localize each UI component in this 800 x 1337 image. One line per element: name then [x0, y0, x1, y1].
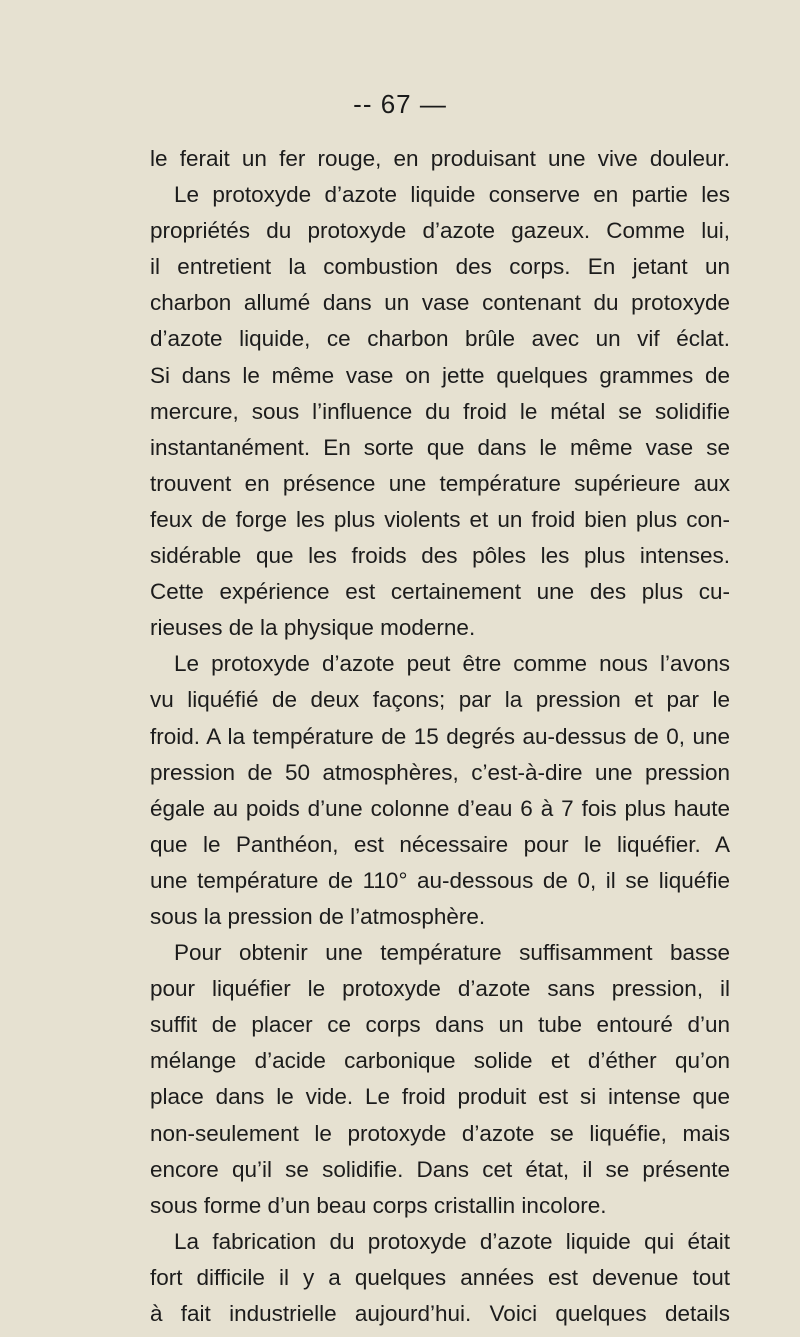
text-line: non-seulement le protoxyde d’azote se liquéfie, mais [150, 1120, 730, 1146]
text-line: sous forme d’un beau corps cristallin incolore. [150, 1192, 607, 1218]
text-line: encore qu’il se solidifie. Dans cet état, il se présente [150, 1156, 730, 1182]
text-line: Le protoxyde d’azote peut être comme nous l’avons [174, 651, 730, 677]
text-line: Cette expérience est certainement une des plus cu- [150, 579, 730, 605]
text-line: d’azote liquide, ce charbon brûle avec un vif éclat. [150, 326, 730, 352]
text-line: feux de forge les plus violents et un froid bien plus con- [150, 506, 730, 532]
text-line: pour liquéfier le protoxyde d’azote sans pression, il [150, 976, 730, 1002]
text-line: La fabrication du protoxyde d’azote liquide qui était [174, 1228, 730, 1254]
text-line: mélange d’acide carbonique solide et d’éther qu’on [150, 1048, 730, 1074]
text-line: à fait industrielle aujourd’hui. Voici quelques details [150, 1301, 730, 1326]
text-line: suffit de placer ce corps dans un tube entouré d’un [150, 1012, 730, 1038]
text-line: fort difficile il y a quelques années est devenue tout [150, 1264, 730, 1290]
text-line: propriétés du protoxyde d’azote gazeux. Comme lui, [150, 218, 730, 244]
text-line: Pour obtenir une température suffisamment basse [174, 940, 730, 966]
text-line: pression de 50 atmosphères, c’est-à-dire une pression [150, 759, 730, 785]
page-body-text [150, 141, 730, 1332]
text-line: une température de 110° au-dessous de 0, il se liquéfie [150, 867, 730, 893]
page-number: -- 67 — [353, 89, 447, 119]
text-line: rieuses de la physique moderne. [150, 615, 476, 641]
text-line: le ferait un fer rouge, en produisant une vive douleur. [150, 146, 730, 171]
text-line: sous la pression de l’atmosphère. [150, 903, 486, 929]
text-line: il entretient la combustion des corps. En jetant un [150, 254, 730, 280]
text-line: trouvent en présence une température supérieure aux [150, 470, 730, 496]
text-line: instantanément. En sorte que dans le même vase se [150, 434, 730, 460]
text-line: froid. A la température de 15 degrés au-dessus de 0, une [150, 723, 730, 749]
text-line: vu liquéfié de deux façons; par la pression et par le [150, 687, 730, 713]
text-line: égale au poids d’une colonne d’eau 6 à 7 fois plus haute [150, 795, 730, 821]
text-line: charbon allumé dans un vase contenant du protoxyde [150, 290, 730, 316]
text-line: Si dans le même vase on jette quelques grammes de [150, 362, 730, 388]
text-line: place dans le vide. Le froid produit est si intense que [150, 1084, 730, 1110]
text-line: que le Panthéon, est nécessaire pour le liquéfier. A [150, 831, 730, 857]
text-line: mercure, sous l’influence du froid le métal se solidifie [150, 398, 730, 424]
text-line: sidérable que les froids des pôles les plus intenses. [150, 543, 730, 569]
text-line: Le protoxyde d’azote liquide conserve en partie les [174, 182, 730, 208]
